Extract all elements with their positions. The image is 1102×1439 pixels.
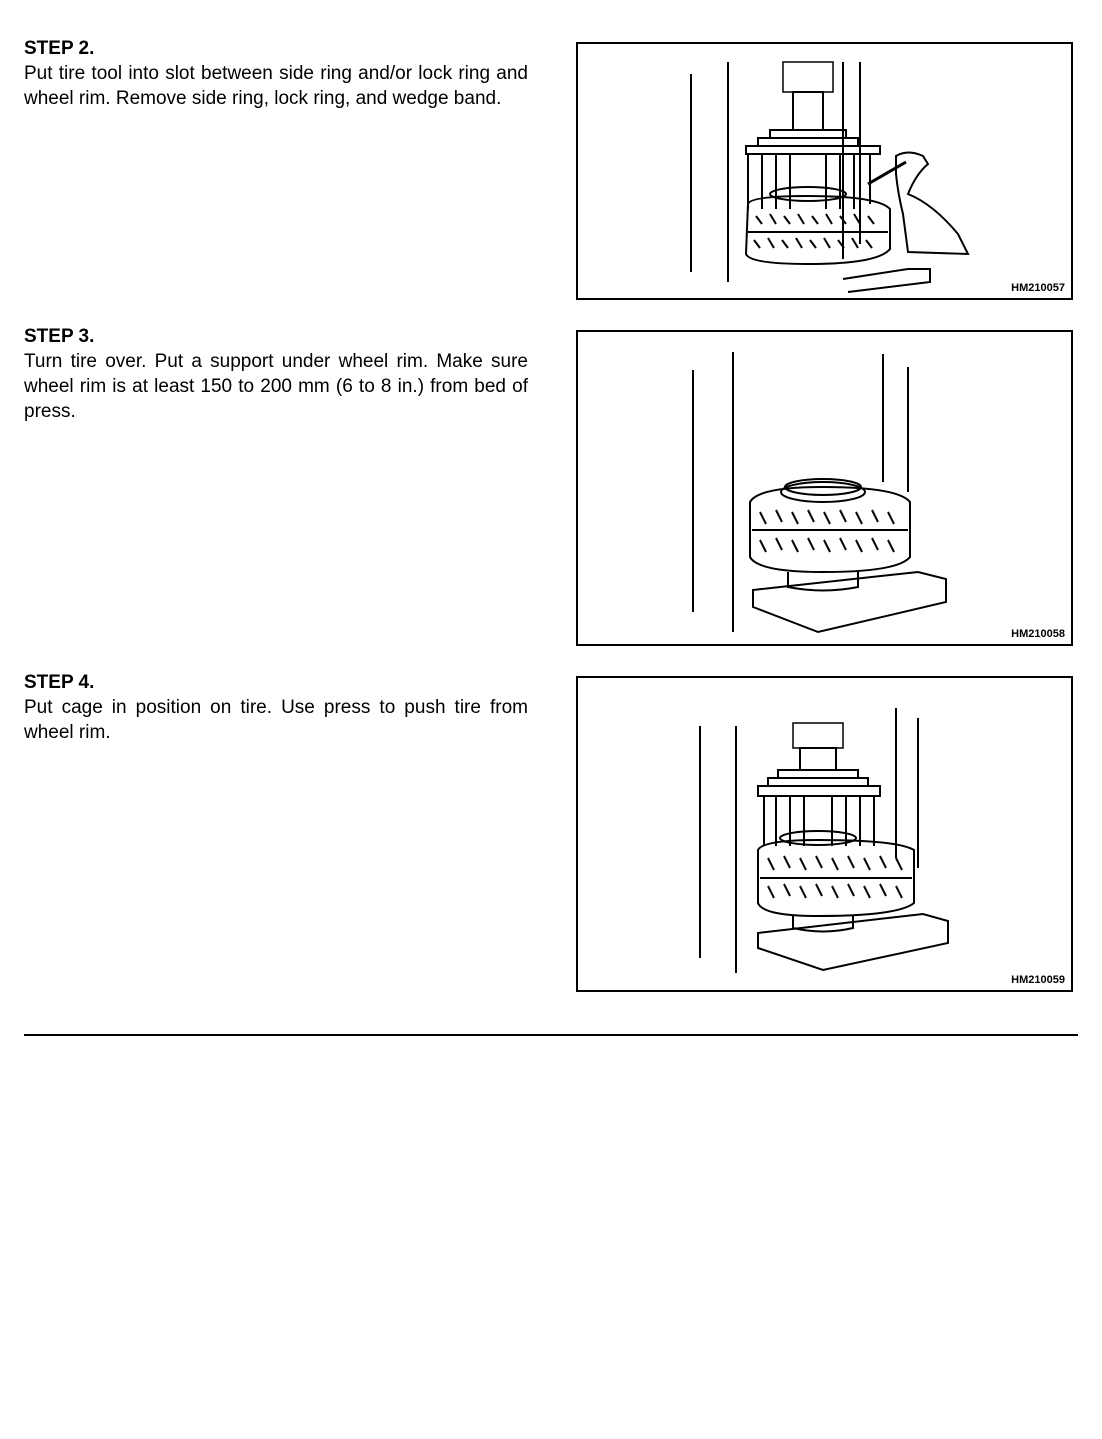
figure-code-label: HM210057	[1011, 282, 1065, 294]
section-divider	[24, 1034, 1078, 1036]
press-tire-tool-illustration	[578, 44, 1073, 300]
step-3-block	[24, 324, 528, 424]
step-4-text: Put cage in position on tire. Use press to push tire from wheel rim.	[24, 697, 528, 743]
figure-code-label: HM210059	[1011, 974, 1065, 986]
figure-code-label: HM210058	[1011, 628, 1065, 640]
step-3-title: STEP 3.	[24, 326, 95, 347]
step-3-text: Turn tire over. Put a support under wheel rim. Make sure wheel rim is at least 150 to 200 mm (6 to 8 in.) from bed of press.	[24, 351, 528, 422]
press-tire-support-illustration	[578, 332, 1073, 646]
figure-step-2	[576, 42, 1073, 300]
step-2-title: STEP 2.	[24, 38, 95, 59]
step-4-title: STEP 4.	[24, 672, 95, 693]
press-cage-tire-illustration	[578, 678, 1073, 992]
step-2-block	[24, 36, 528, 111]
figure-step-3	[576, 330, 1073, 646]
figure-step-4	[576, 676, 1073, 992]
step-4-block	[24, 670, 528, 745]
step-2-text: Put tire tool into slot between side ring and/or lock ring and wheel rim. Remove side ring, lock ring, and wedge band.	[24, 63, 528, 109]
